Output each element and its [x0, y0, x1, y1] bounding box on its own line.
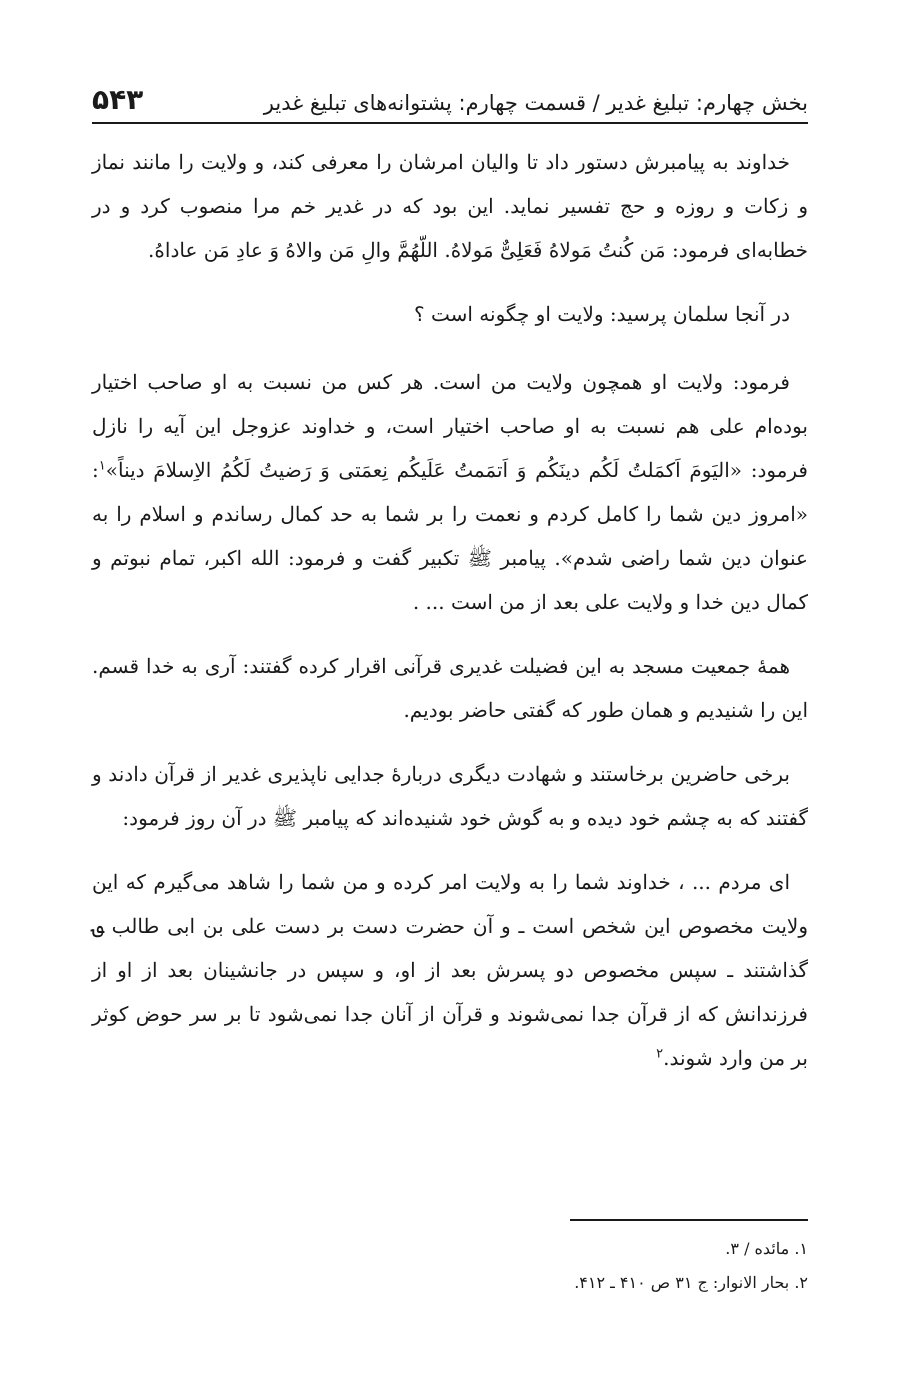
page-number: ۵۴۳ [92, 83, 144, 116]
paragraph-6 [92, 860, 808, 1080]
paragraph-5: برخی حاضرین برخاستند و شهادت دیگری دربارهٔ جدایی ناپذیری غدیر از قرآن دادند و گفتند که به چشم خود دیده و به گوش خود شنیده‌اند که پیامبر ﷺ در آن روز فرمود: [92, 762, 808, 830]
paragraph-2: در آنجا سلمان پرسید: ولایت او چگونه است ؟ [414, 302, 790, 326]
footnotes [92, 1232, 808, 1300]
footnote-ref-2[interactable]: ۲ [656, 1046, 664, 1062]
footnote-divider [570, 1219, 808, 1221]
paragraph-4: همهٔ جمعیت مسجد به این فضیلت غدیری قرآنی اقرار کرده گفتند: آری به خدا قسم. این را شنیدیم و همان طور که گفتی حاضر بودیم. [92, 654, 808, 722]
running-title: بخش چهارم: تبلیغ غدیر / قسمت چهارم: پشتوانه‌های تبلیغ غدیر [263, 91, 808, 115]
page-header [92, 64, 808, 124]
footnote-2: ۲. بحار الانوار: ج ۳۱ ص ۴۱۰ ـ ۴۱۲. [574, 1273, 808, 1292]
paragraph-6-text: ای مردم ... ، خداوند شما را به ولایت امر کرده و من شما را شاهد می‌گیرم که این ولایت مخصوص این شخص است ـ و آن حضرت دست بر دست علی بن ابی طالب ؈ گذاشتند ـ سپس مخصوص دو پسرش بعد از او، و سپس در جانشینان بعد از او از فرزندانش که از قرآن جدا نمی‌شوند و قرآن از آنان جدا نمی‌شود تا بر سر حوض کوثر بر من وارد شوند. [92, 870, 808, 1070]
paragraph-3 [92, 360, 808, 624]
footnote-ref-1[interactable]: ۱ [98, 458, 106, 474]
paragraph-3-text-b: : «امروز دین شما را کامل کردم و نعمت را بر شما به حد کمال رساندم و اسلام را به عنوان دین شما راضی شدم». پیامبر ﷺ تکبیر گفت و فرمود: الله اکبر، تمام نبوتم و کمال دین خدا و ولایت علی بعد از من است ... . [92, 458, 808, 614]
main-text [92, 140, 808, 1100]
paragraph-3-text-a: فرمود: ولایت او همچون ولایت من است. هر کس من نسبت به او صاحب اختیار بوده‌ام علی هم نسبت به او صاحب اختیار است، و خداوند عزوجل این آیه را نازل فرمود: «الیَومَ اَکمَلتُ لَکُم دینَکُم وَ اَتمَمتُ عَلَیکُم نِعمَتی وَ رَضیتُ لَکُمُ الاِسلامَ دیناً» [92, 370, 808, 482]
paragraph-1: خداوند به پیامبرش دستور داد تا والیان امرشان را معرفی کند، و ولایت را مانند نماز و زکات و روزه و حج تفسیر نماید. این بود که در غدیر خم مرا منصوب کرد و در خطابه‌ای فرمود: مَن کُنتُ مَولاهُ فَعَلِیٌّ مَولاهُ. اللّهُمَّ والِ مَن والاهُ وَ عادِ مَن عاداهُ. [92, 150, 808, 262]
footnote-1: ۱. مائده / ۳. [725, 1239, 808, 1258]
